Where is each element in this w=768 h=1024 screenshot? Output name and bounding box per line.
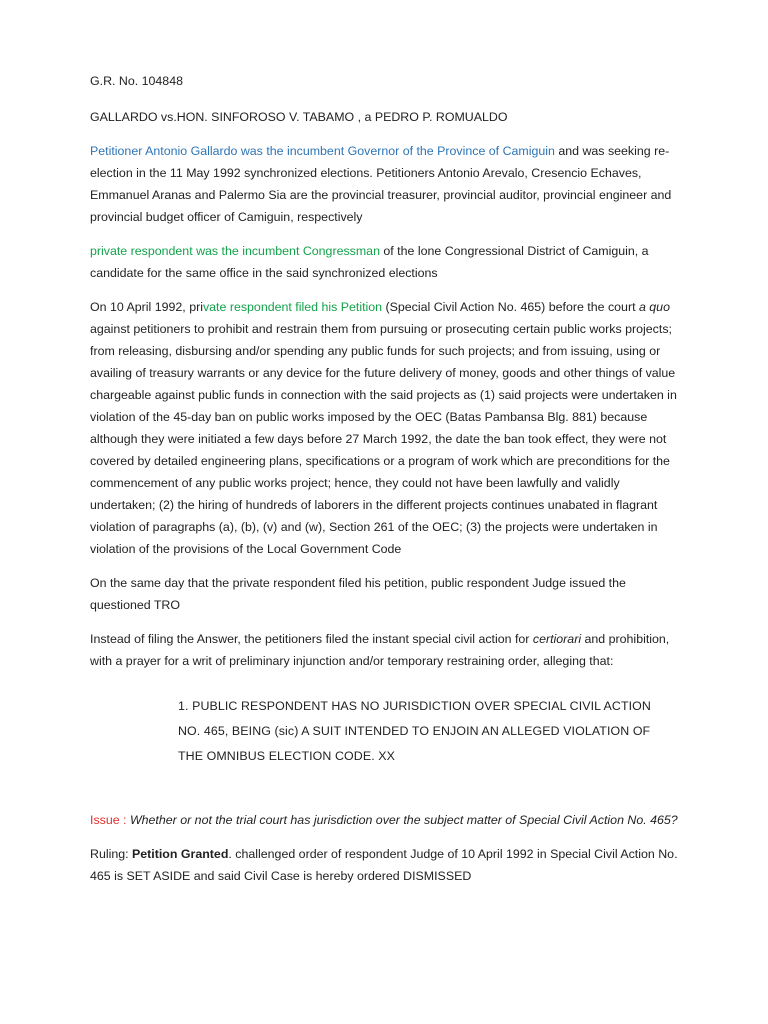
petition-highlight: vate respondent filed his Petition	[202, 300, 383, 314]
paragraph-tro: On the same day that the private respondent filed his petition, public respondent Judge issued the questioned TRO	[90, 576, 626, 612]
petition-text: against petitioners to prohibit and restrain them from pursuing or prosecuting certain public works projects; from releasing, disbursing and/or spending any public funds for such projects; and from issuing, using or availing of treasury warrants or any device for the future delivery of money, goods and other things of value chargeable against public funds in connection with the said projects as (1) said projects were undertaken in violation of the 45-day ban on public works imposed by the OEC (Batas Pambansa Blg. 881) because although they were initiated a few days before 27 March 1992, the date the ban took effect, they were not covered by detailed engineering plans, specifications or a program of work which are preconditions for the commencement of any public works project; hence, they could not have been lawfully and validly undertaken; (2) the hiring of hundreds of laborers in the different projects continues unabated in flagrant violation of paragraphs (a), (b), (v) and (w), Section 261 of the OEC; (3) the projects were undertaken in violation of the provisions of the Local Government Code	[90, 322, 677, 556]
petitioner-text: and was seeking re-election in the 11 May 1992 synchronized elections. Petitioners Antonio Arevalo, Cresencio Echaves, Emmanuel Aranas and Palermo Sia are the provincial treasurer, provincial auditor, provincial engineer and provincial budget officer of Camiguin, respectively	[90, 144, 672, 224]
paragraph-petition-filed	[90, 296, 682, 560]
certiorari-text: and prohibition, with a prayer for a writ of preliminary injunction and/or temporary restraining order, alleging that:	[90, 632, 670, 668]
ruling-highlight: Petition Granted	[132, 847, 229, 861]
petitioner-highlight: Petitioner Antonio Gallardo was the incumbent Governor of the Province of Camiguin	[90, 144, 555, 158]
case-title: GALLARDO vs.HON. SINFOROSO V. TABAMO , a PEDRO P. ROMUALDO	[90, 110, 508, 124]
certiorari-lead: Instead of filing the Answer, the petitioners filed the instant special civil action for	[90, 632, 533, 646]
respondent-text: of the lone Congressional District of Camiguin, a candidate for the same office in the said synchronized elections	[90, 244, 649, 280]
document-body	[90, 70, 682, 899]
respondent-highlight: private respondent was the incumbent Congressman	[90, 244, 380, 258]
petition-italic: a quo	[638, 300, 670, 314]
ruling-label: Ruling:	[90, 847, 133, 861]
petition-lead: On 10 April 1992, pri	[90, 300, 203, 314]
issue-label: Issue :	[90, 813, 130, 827]
case-number: G.R. No. 104848	[90, 74, 183, 88]
ruling-paragraph	[90, 843, 682, 887]
petition-mid: (Special Civil Action No. 465) before the court	[382, 300, 639, 314]
paragraph-certiorari	[90, 628, 682, 672]
ruling-text: . challenged order of respondent Judge of 10 April 1992 in Special Civil Action No. 465 is SET ASIDE and said Civil Case is hereby ordered DISMISSED	[90, 847, 678, 883]
issue-paragraph	[90, 809, 682, 831]
paragraph-petitioner	[90, 140, 682, 228]
block-quote: 1. PUBLIC RESPONDENT HAS NO JURISDICTION OVER SPECIAL CIVIL ACTION NO. 465, BEING (sic) A SUIT INTENDED TO ENJOIN AN ALLEGED VIOLATION OF THE OMNIBUS ELECTION CODE. XX	[178, 699, 651, 763]
certiorari-italic: certiorari	[532, 632, 582, 646]
paragraph-private-respondent	[90, 240, 682, 284]
issue-text: Whether or not the trial court has jurisdiction over the subject matter of Special Civil Action No. 465?	[129, 813, 678, 827]
